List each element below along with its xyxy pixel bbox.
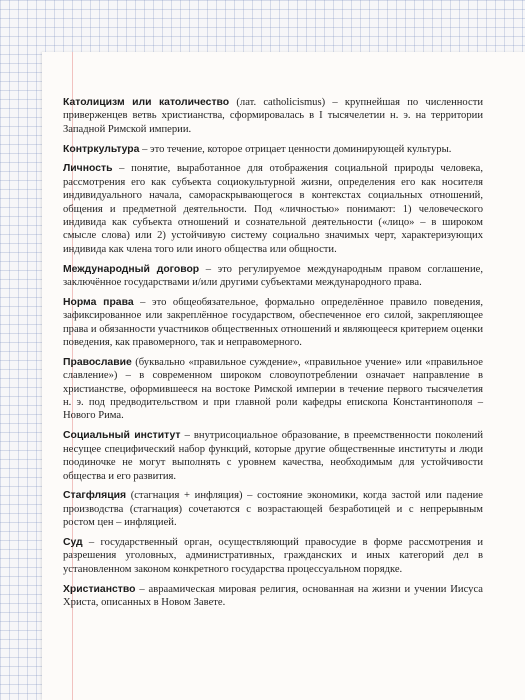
entry-term: Христианство	[63, 583, 136, 595]
glossary-text	[63, 96, 483, 616]
glossary-entry-catholicism	[63, 96, 483, 136]
glossary-entry-legal-norm	[63, 296, 483, 350]
entry-term: Социальный институт	[63, 430, 181, 442]
entry-definition: (лат. catholicismus) – крупнейшая по численности приверженцев ветвь христианства, сформировалась в I тысячелетии н. э. на территории Западной Римской империи.	[63, 97, 483, 135]
entry-term: Личность	[63, 163, 113, 175]
entry-definition: – это течение, которое отрицает ценности доминирующей культуры.	[139, 143, 452, 155]
entry-definition: – государственный орган, осуществляющий правосудие в форме рассмотрения и разрешения уголовных, административных, гражданских и иных категорий дел в установленном законом конкретного государства процессуальном порядке.	[63, 536, 483, 575]
entry-definition: – внутрисоциальное образование, в преемственности поколений несущее специфический набор функций, которые другие общественные институты и люди поодиночке не могут выполнять с уровнем качества, необходимым для устойчивости общества и его развития.	[63, 430, 483, 482]
entry-term: Католицизм или католичество	[63, 97, 230, 108]
glossary-entry-personality	[63, 162, 483, 256]
entry-definition: (буквально «правильное суждение», «правильное учение» или «правильное славление») – в современном широком словоупотреблении означает направление в христианстве, оформившееся на востоке Римской империи в течение первого тысячелетия н. э. под предводительством и при главной роли кафедры епископа Константинополя – Нового Рима.	[63, 356, 483, 422]
entry-definition: – это регулируемое международным правом соглашение, заключённое государствами и/или другими субъектами международного права.	[63, 263, 483, 289]
glossary-entry-court	[63, 536, 483, 576]
glossary-entry-orthodoxy	[63, 356, 483, 423]
entry-term: Суд	[63, 536, 83, 548]
entry-definition: – авраамическая мировая религия, основанная на жизни и учении Иисуса Христа, описанных в Новом Завете.	[63, 583, 483, 608]
entry-term: Международный договор	[63, 263, 200, 275]
entry-definition: – это общеобязательное, формально определённое правило поведения, зафиксированное или закреплённое государством, обеспеченное его силой, закрепляющее права и обязанности участников общественных отношений и являющееся критерием оценки поведения, как правомерного, так и неправомерного.	[63, 296, 483, 349]
glossary-entry-social-institution	[63, 429, 483, 483]
entry-term: Контркультура	[63, 143, 140, 155]
entry-term: Стагфляция	[63, 490, 127, 502]
entry-term: Православие	[63, 356, 132, 368]
glossary-entry-counterculture	[63, 143, 483, 156]
glossary-entry-christianity	[63, 583, 483, 610]
entry-definition: – понятие, выработанное для отображения социальной природы человека, рассмотрения его как субъекта социокультурной жизни, определения его как носителя индивидуального начала, самораскрывающегося в контекстах социальных отношений, общения и предметной деятельности. Под «личностью» понимают: 1) человеческого индивида как субъекта отношений и сознательной деятельности («лицо» – в широком смысле слова) или 2) устойчивую систему социально значимых черт, характеризующих индивида как члена того или иного общества или общности.	[63, 163, 483, 255]
entry-term: Норма права	[63, 296, 134, 308]
entry-definition: (стагнация + инфляция) – состояние экономики, когда застой или падение производства (стагнация) сочетаются с возрастающей безработицей и с непрерывным ростом цен – инфляцией.	[63, 490, 483, 529]
glossary-entry-international-treaty	[63, 263, 483, 290]
glossary-entry-stagflation	[63, 489, 483, 529]
